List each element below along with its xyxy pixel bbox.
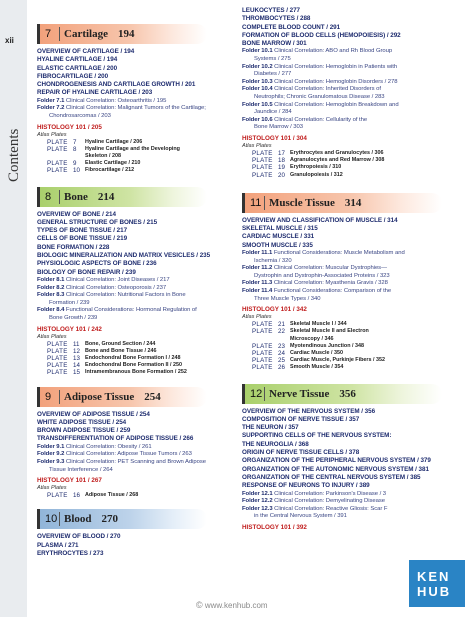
plate-number: 13 xyxy=(73,354,80,362)
toc-heading: SUPPORTING CELLS OF THE NERVOUS SYSTEM: xyxy=(242,432,392,440)
plate-label: PLATE xyxy=(252,328,273,336)
folder-entry: Folder 10.5 Clinical Correlation: Hemoglobin Breakdown and Jaundice / 284 xyxy=(242,102,470,117)
toc-section xyxy=(242,193,470,372)
toc-heading: FIBROCARTILAGE / 200 xyxy=(37,72,109,80)
toc-heading: PHYSIOLOGIC ASPECTS OF BONE / 236 xyxy=(37,260,157,268)
chapter-number: 10 xyxy=(45,513,58,526)
folder-label: Folder 8.3 xyxy=(37,292,65,299)
toc-heading: ELASTIC CARTILAGE / 200 xyxy=(37,64,118,72)
folder-label: Folder 9.2 xyxy=(37,451,65,458)
toc-heading: SKELETAL MUSCLE / 315 xyxy=(242,225,318,233)
folder-label: Folder 11.1 xyxy=(242,250,273,257)
plate-number: 8 xyxy=(73,145,77,153)
plate-title: Smooth Muscle / 354 xyxy=(290,364,344,371)
plate-title: Skeletal Muscle II and Electron Microscopy / 346 xyxy=(290,328,369,342)
plate-label: PLATE xyxy=(252,364,273,372)
folder-label: Folder 11.3 xyxy=(242,280,273,287)
chapter-separator xyxy=(264,387,265,401)
toc-heading: GENERAL STRUCTURE OF BONES / 215 xyxy=(37,218,158,226)
plate-label: PLATE xyxy=(47,167,68,175)
plate-title: Bone, Ground Section / 244 xyxy=(85,340,156,347)
chapter-number: 12 xyxy=(250,387,263,400)
folder-continuation: Diabetes / 277 xyxy=(254,71,292,78)
toc-section xyxy=(37,387,235,500)
plate-title: Cardiac Muscle / 350 xyxy=(290,349,344,356)
plate-number: 15 xyxy=(73,369,80,377)
atlas-plates-label: Atlas Plates xyxy=(37,333,67,340)
atlas-plates-label: Atlas Plates xyxy=(242,314,272,321)
atlas-plates-label: Atlas Plates xyxy=(242,143,272,150)
folder-entry: Folder 8.4 Functional Considerations: Hormonal Regulation of Bone Growth / 239 xyxy=(37,307,235,322)
plate-label: PLATE xyxy=(252,321,273,329)
toc-heading: OVERVIEW OF BONE / 214 xyxy=(37,210,116,218)
chapter-number: 8 xyxy=(45,190,52,203)
chapter-title: Bone xyxy=(64,190,88,203)
chapter-title: Blood xyxy=(64,513,92,526)
toc-heading: ORIGIN OF NERVE TISSUE CELLS / 378 xyxy=(242,449,360,457)
toc-section xyxy=(37,187,235,377)
plate-title: Hyaline Cartilage / 206 xyxy=(85,138,143,145)
plate-label: PLATE xyxy=(47,362,68,370)
histology-entry: HISTOLOGY 101 / 205 xyxy=(37,123,102,131)
plate-number: 11 xyxy=(73,340,80,348)
folder-label: Folder 8.1 xyxy=(37,276,65,283)
plate-label: PLATE xyxy=(47,354,68,362)
folder-label: Folder 9.3 xyxy=(37,458,65,465)
histology-entry: HISTOLOGY 101 / 342 xyxy=(242,306,307,314)
watermark: © www.kenhub.com xyxy=(196,600,268,610)
plate-number: 19 xyxy=(278,164,285,172)
folder-entry: Folder 7.2 Clinical Correlation: Malignant Tumors of the Cartilage; Chondrosarcomas / 203 xyxy=(37,105,235,120)
atlas-plate xyxy=(37,369,235,376)
folder-continuation: Formation / 239 xyxy=(49,299,90,306)
atlas-plate xyxy=(37,362,235,369)
plate-label: PLATE xyxy=(47,138,68,146)
kenhub-logo: KEN HUB xyxy=(409,560,465,607)
toc-heading: CHONDROGENESIS AND CARTILAGE GROWTH / 201 xyxy=(37,81,196,89)
folder-entry: Folder 11.1 Functional Considerations: Muscle Metabolism and Ischemia / 320 xyxy=(242,250,470,265)
chapter-number: 9 xyxy=(45,390,52,403)
atlas-plate xyxy=(37,492,235,499)
toc-heading: COMPLETE BLOOD COUNT / 291 xyxy=(242,23,341,31)
toc-heading: BIOLOGY OF BONE REPAIR / 239 xyxy=(37,268,136,276)
chapter-header xyxy=(37,387,235,407)
chapter-title: Cartilage xyxy=(64,28,108,40)
toc-heading: OVERVIEW AND CLASSIFICATION OF MUSCLE / 314 xyxy=(242,216,398,224)
plate-number: 24 xyxy=(278,349,285,357)
folder-continuation: Chondrosarcomas / 203 xyxy=(49,112,111,119)
toc-heading: BONE MARROW / 301 xyxy=(242,40,307,48)
folder-entry: Folder 8.3 Clinical Correlation: Nutritional Factors in Bone Formation / 239 xyxy=(37,292,235,307)
plate-label: PLATE xyxy=(252,171,273,179)
folder-entry: Folder 11.3 Clinical Correlation: Myasthenia Gravis / 328 xyxy=(242,280,388,287)
folder-continuation: Bone Growth / 239 xyxy=(49,314,98,321)
toc-heading: LEUKOCYTES / 277 xyxy=(242,7,300,14)
toc-heading: SMOOTH MUSCLE / 335 xyxy=(242,241,313,249)
toc-heading: TYPES OF BONE TISSUE / 217 xyxy=(37,227,128,235)
chapter-separator xyxy=(59,27,60,41)
plate-title: Erythrocytes and Granulocytes / 306 xyxy=(290,150,384,157)
folder-label: Folder 10.2 xyxy=(242,63,273,70)
folder-entry: Folder 10.1 Clinical Correlation: ABO and Rh Blood Group Systems / 275 xyxy=(242,48,470,63)
plate-label: PLATE xyxy=(252,349,273,357)
folder-label: Folder 11.4 xyxy=(242,287,273,294)
toc-heading: HYALINE CARTILAGE / 194 xyxy=(37,56,118,64)
folder-entry: Folder 10.2 Clinical Correlation: Hemoglobin in Patients with Diabetes / 277 xyxy=(242,64,470,79)
folder-entry: Folder 10.6 Clinical Correlation: Cellularity of the Bone Marrow / 303 xyxy=(242,117,470,132)
atlas-plate xyxy=(242,321,470,328)
chapter-page: 254 xyxy=(144,390,161,403)
histology-entry: HISTOLOGY 101 / 242 xyxy=(37,325,102,333)
folder-entry: Folder 9.3 Clinical Correlation: PET Scanning and Brown Adipose Tissue Interference / 264 xyxy=(37,459,235,474)
toc-heading: OVERVIEW OF ADIPOSE TISSUE / 254 xyxy=(37,410,150,418)
folder-label: Folder 10.5 xyxy=(242,101,273,108)
plate-title: Agranulocytes and Red Marrow / 308 xyxy=(290,157,385,164)
toc-heading: BIOLOGIC MINERALIZATION AND MATRIX VESICLES / 235 xyxy=(37,252,211,260)
toc-heading: ORGANIZATION OF THE CENTRAL NERVOUS SYSTEM / 385 xyxy=(242,473,421,481)
folder-entry: Folder 8.2 Clinical Correlation: Osteoporosis / 237 xyxy=(37,284,167,291)
plate-number: 9 xyxy=(73,160,77,168)
folder-entry: Folder 9.1 Clinical Correlation: Obesity / 261 xyxy=(37,443,152,450)
toc-heading: REPAIR OF HYALINE CARTILAGE / 203 xyxy=(37,89,153,97)
right-column xyxy=(242,7,470,538)
atlas-plate xyxy=(242,343,470,350)
chapter-page: 194 xyxy=(117,28,135,40)
histology-entry: HISTOLOGY 101 / 392 xyxy=(242,523,307,531)
plate-number: 23 xyxy=(278,342,285,350)
toc-section xyxy=(242,384,470,532)
toc-heading: RESPONSE OF NEURONS TO INJURY / 389 xyxy=(242,482,370,490)
folder-label: Folder 8.2 xyxy=(37,284,65,291)
toc-heading: THROMBOCYTES / 288 xyxy=(242,15,311,23)
atlas-plate xyxy=(242,364,470,371)
plate-label: PLATE xyxy=(252,164,273,172)
plate-number: 12 xyxy=(73,347,80,355)
folder-continuation: Systems / 275 xyxy=(254,56,291,63)
contents-side-label: Contents xyxy=(6,128,22,182)
toc-section xyxy=(37,509,235,558)
folder-entry: Folder 12.2 Clinical Correlation: Demyelinating Disease xyxy=(242,498,385,505)
chapter-number: 7 xyxy=(45,28,52,40)
toc-heading: CARDIAC MUSCLE / 331 xyxy=(242,233,315,241)
chapter-header xyxy=(242,384,470,404)
toc-heading: TRANSDIFFERENTIATION OF ADIPOSE TISSUE / 266 xyxy=(37,435,194,443)
plate-label: PLATE xyxy=(252,342,273,350)
folder-continuation: Jaundice / 284 xyxy=(254,109,292,116)
plate-title: Fibrocartilage / 212 xyxy=(85,167,135,174)
toc-section xyxy=(37,24,235,175)
toc-heading: ORGANIZATION OF THE AUTONOMIC NERVOUS SYSTEM / 381 xyxy=(242,465,429,473)
atlas-plate xyxy=(37,167,235,174)
chapter-separator xyxy=(59,512,60,526)
atlas-plate xyxy=(242,350,470,357)
plate-title-continuation: Microscopy / 346 xyxy=(290,335,334,342)
atlas-plate xyxy=(37,146,235,160)
plate-label: PLATE xyxy=(47,492,68,500)
atlas-plate xyxy=(37,160,235,167)
toc-section xyxy=(242,7,470,179)
folder-label: Folder 7.1 xyxy=(37,97,65,104)
chapter-separator xyxy=(59,390,60,404)
plate-title: Granulopoiesis / 312 xyxy=(290,171,343,178)
plate-label: PLATE xyxy=(47,347,68,355)
folder-label: Folder 8.4 xyxy=(37,307,65,314)
folder-entry: Folder 9.2 Clinical Correlation: Adipose Tissue Tumors / 263 xyxy=(37,451,192,458)
folder-entry: Folder 7.1 Clinical Correlation: Osteoarthritis / 195 xyxy=(37,97,167,104)
chapter-separator xyxy=(264,196,265,210)
plate-title: Skeletal Muscle I / 344 xyxy=(290,321,347,328)
folder-label: Folder 10.3 xyxy=(242,78,273,85)
chapter-page: 356 xyxy=(339,387,356,400)
toc-heading: OVERVIEW OF BLOOD / 270 xyxy=(37,533,121,541)
plate-number: 21 xyxy=(278,321,285,329)
folder-label: Folder 12.1 xyxy=(242,490,273,497)
plate-number: 10 xyxy=(73,167,80,175)
plate-title: Adipose Tissue / 268 xyxy=(85,492,139,499)
chapter-header xyxy=(37,24,235,44)
atlas-plate xyxy=(37,348,235,355)
folder-entry: Folder 11.4 Functional Considerations: Comparison of the Three Muscle Types / 340 xyxy=(242,288,470,303)
chapter-title: Muscle Tissue xyxy=(269,196,335,209)
chapter-title: Adipose Tissue xyxy=(64,390,135,403)
folder-label: Folder 11.2 xyxy=(242,265,273,272)
folder-label: Folder 10.4 xyxy=(242,86,273,93)
left-column xyxy=(37,24,235,564)
toc-heading: THE NEUROGLIA / 368 xyxy=(242,440,309,448)
atlas-plates-label: Atlas Plates xyxy=(37,485,67,492)
chapter-header xyxy=(37,509,235,529)
plate-number: 22 xyxy=(278,328,285,336)
chapter-page: 270 xyxy=(101,513,119,526)
chapter-number: 11 xyxy=(250,196,262,209)
plate-title: Bone and Bone Tissue / 246 xyxy=(85,347,157,354)
plate-label: PLATE xyxy=(252,357,273,365)
folder-label: Folder 7.2 xyxy=(37,105,65,112)
folder-entry: Folder 10.4 Clinical Correlation: Inherited Disorders of Neutrophils; Chronic Granulomatous Disease / 283 xyxy=(242,86,470,101)
folder-continuation: Bone Marrow / 303 xyxy=(254,124,303,131)
toc-heading: THE NEURON / 357 xyxy=(242,424,299,432)
plate-title-continuation: Skeleton / 208 xyxy=(85,152,121,159)
folder-label: Folder 10.1 xyxy=(242,48,273,55)
chapter-separator xyxy=(59,190,60,204)
folder-label: Folder 12.3 xyxy=(242,505,273,512)
atlas-plate xyxy=(37,139,235,146)
plate-label: PLATE xyxy=(47,145,68,153)
toc-heading: OVERVIEW OF THE NERVOUS SYSTEM / 356 xyxy=(242,407,376,415)
chapter-page: 214 xyxy=(97,190,115,203)
chapter-page: 314 xyxy=(344,196,362,209)
atlas-plates-label: Atlas Plates xyxy=(37,131,67,138)
page-number: xii xyxy=(5,36,14,45)
chapter-bar xyxy=(37,187,207,207)
atlas-plate xyxy=(37,355,235,362)
atlas-plate xyxy=(242,150,470,157)
toc-heading: ORGANIZATION OF THE PERIPHERAL NERVOUS SYSTEM / 379 xyxy=(242,457,431,465)
plate-number: 7 xyxy=(73,138,77,146)
toc-heading: BROWN ADIPOSE TISSUE / 259 xyxy=(37,427,131,435)
plate-title: Intramembranous Bone Formation / 252 xyxy=(85,369,187,376)
plate-number: 25 xyxy=(278,357,285,365)
plate-label: PLATE xyxy=(47,340,68,348)
plate-number: 18 xyxy=(278,157,285,165)
histology-entry: HISTOLOGY 101 / 267 xyxy=(37,477,102,485)
plate-label: PLATE xyxy=(252,150,273,158)
plate-label: PLATE xyxy=(47,160,68,168)
folder-continuation: Dystrophin and Dystrophin-Associated Proteins / 323 xyxy=(254,272,390,279)
toc-heading: FORMATION OF BLOOD CELLS (HEMOPOIESIS) / 292 xyxy=(242,31,401,39)
atlas-plate xyxy=(242,328,470,342)
toc-heading: CELLS OF BONE TISSUE / 219 xyxy=(37,235,128,243)
chapter-header xyxy=(242,193,470,213)
toc-heading: ERYTHROCYTES / 273 xyxy=(37,549,104,557)
atlas-plate xyxy=(242,157,470,164)
folder-label: Folder 10.6 xyxy=(242,116,273,123)
chapter-header xyxy=(37,187,235,207)
toc-heading: COMPOSITION OF NERVE TISSUE / 357 xyxy=(242,415,360,423)
toc-heading: PLASMA / 271 xyxy=(37,541,79,549)
plate-label: PLATE xyxy=(47,369,68,377)
folder-continuation: Ischemia / 320 xyxy=(254,257,292,264)
folder-continuation: Tissue Interference / 264 xyxy=(49,466,113,473)
plate-title: Elastic Cartilage / 210 xyxy=(85,160,141,167)
toc-heading: OVERVIEW OF CARTILAGE / 194 xyxy=(37,48,135,55)
plate-title: Endochondral Bone Formation II / 250 xyxy=(85,362,183,369)
plate-title: Hyaline Cartilage and the Developing Skeleton / 208 xyxy=(85,145,180,159)
atlas-plate xyxy=(37,341,235,348)
chapter-bar xyxy=(37,509,207,529)
toc-heading: BONE FORMATION / 228 xyxy=(37,243,110,251)
folder-entry: Folder 10.3 Clinical Correlation: Hemoglobin Disorders / 278 xyxy=(242,78,398,85)
histology-entry: HISTOLOGY 101 / 304 xyxy=(242,135,307,143)
folder-entry: Folder 8.1 Clinical Correlation: Joint Diseases / 217 xyxy=(37,276,170,283)
atlas-plate xyxy=(242,357,470,364)
contents-sidebar xyxy=(0,0,27,617)
plate-title: Endochondral Bone Formation I / 248 xyxy=(85,354,181,361)
atlas-plate xyxy=(242,172,470,179)
plate-label: PLATE xyxy=(252,157,273,165)
plate-title: Cardiac Muscle, Purkinje Fibers / 352 xyxy=(290,357,385,364)
folder-continuation: Three Muscle Types / 340 xyxy=(254,295,321,302)
folder-entry: Folder 11.2 Clinical Correlation: Muscular Dystrophies— Dystrophin and Dystrophin-Associated Proteins / 323 xyxy=(242,265,470,280)
toc-heading: WHITE ADIPOSE TISSUE / 254 xyxy=(37,418,127,426)
plate-number: 20 xyxy=(278,171,285,179)
folder-entry: Folder 12.3 Clinical Correlation: Reactive Gliosis: Scar F in the Central Nervous System / 391 xyxy=(242,506,470,521)
folder-label: Folder 12.2 xyxy=(242,498,273,505)
plate-number: 26 xyxy=(278,364,285,372)
plate-number: 16 xyxy=(73,492,80,500)
atlas-plate xyxy=(242,164,470,171)
plate-title: Erythropoiesis / 310 xyxy=(290,164,342,171)
folder-entry: Folder 12.1 Clinical Correlation: Parkinson's Disease / 3 xyxy=(242,490,386,497)
plate-number: 17 xyxy=(278,150,285,158)
folder-label: Folder 9.1 xyxy=(37,443,65,450)
chapter-title: Nerve Tissue xyxy=(269,387,330,400)
folder-continuation: Neutrophils; Chronic Granulomatous Disease / 283 xyxy=(254,94,385,101)
folder-continuation: in the Central Nervous System / 391 xyxy=(254,513,347,520)
plate-number: 14 xyxy=(73,362,80,370)
plate-title: Myotendinous Junction / 348 xyxy=(290,342,364,349)
